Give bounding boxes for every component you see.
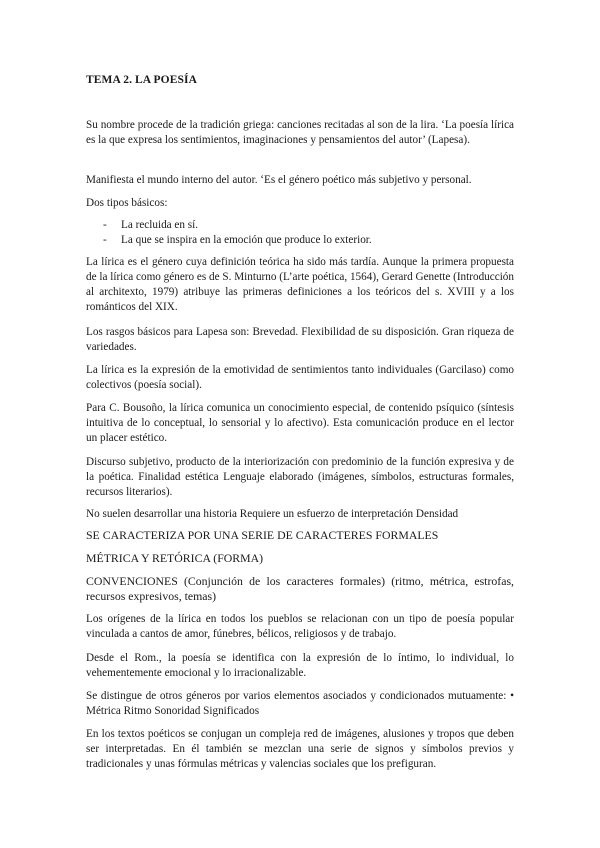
paragraph-definition: La lírica es el género cuya definición teórica ha sido más tardía. Aunque la primera propuesta de la lírica como género es de S. Minturno (L’arte poética, 1564), Gerard Genette (Introducción al architexto, 1979) atribuye las primeras definiciones a los teóricos del s. XVIII y a los románticos del XIX. [86,256,514,313]
paragraph-poetic-texts: En los textos poéticos se conjugan un compleja red de imágenes, alusiones y tropos que deben ser interpretadas. En él también se mezclan una serie de signos y símbolos previos y tradicionales y unas fórmulas métricas y valencias sociales que los prefiguran. [86,728,514,770]
bullet-marker: - [103,219,107,231]
paragraph-types-heading: Dos tipos básicos: [86,197,168,209]
bullet-text: La que se inspira en la emoción que produce lo exterior. [121,234,372,246]
paragraph-origins: Los orígenes de la lírica en todos los pueblos se relacionan con un tipo de poesía popular vinculada a cantos de amor, fúnebres, bélicos, religiosos y de trabajo. [86,613,514,640]
paragraph-no-story: No suelen desarrollar una historia Requiere un esfuerzo de interpretación Densidad [86,508,459,520]
paragraph-origin: Su nombre procede de la tradición griega: canciones recitadas al son de la lira. ‘La poesía lírica es la que expresa los sentimientos, imaginaciones y pensamientos del autor’ (Lapesa). [86,119,514,146]
bullet-marker: - [103,234,107,246]
paragraph-inner-world: Manifiesta el mundo interno del autor. ‘Es el género poético más subjetivo y personal. [86,174,472,186]
paragraph-conventions: CONVENCIONES (Conjunción de los caracteres formales) (ritmo, métrica, estrofas, recursos expresivos, temas) [86,574,514,603]
heading-formal-characters: SE CARACTERIZA POR UNA SERIE DE CARACTERES FORMALES [86,528,439,542]
paragraph-distinction: Se distingue de otros géneros por varios elementos asociados y condicionados mutuamente: • Métrica Ritmo Sonoridad Significados [86,690,514,717]
bullet-item [103,233,372,248]
page-title: TEMA 2. LA POESÍA [86,74,197,86]
paragraph-subjective-discourse: Discurso subjetivo, producto de la interiorización con predominio de la función expresiva y de la poética. Finalidad estética Lenguaje elaborado (imágenes, símbolos, estructuras formales, recursos literarios). [86,456,514,498]
paragraph-emotivity: La lírica es la expresión de la emotividad de sentimientos tanto individuales (Garcilaso) como colectivos (poesía social). [86,364,514,391]
paragraph-lapesa-traits: Los rasgos básicos para Lapesa son: Brevedad. Flexibilidad de su disposición. Gran riqueza de variedades. [86,326,514,353]
bullet-item [103,218,198,233]
paragraph-romanticism: Desde el Rom., la poesía se identifica con la expresión de lo íntimo, lo individual, lo vehementemente emocional y lo irracionalizable. [86,652,514,679]
paragraph-bousono: Para C. Bousoño, la lírica comunica un conocimiento especial, de contenido psíquico (síntesis intuitiva de lo conceptual, lo sensorial y lo afectivo). Esta comunicación produce en el lector un placer estético. [86,402,514,444]
bullet-text: La recluida en sí. [121,219,199,231]
heading-metrics-rhetoric: MÉTRICA Y RETÓRICA (FORMA) [86,551,264,565]
